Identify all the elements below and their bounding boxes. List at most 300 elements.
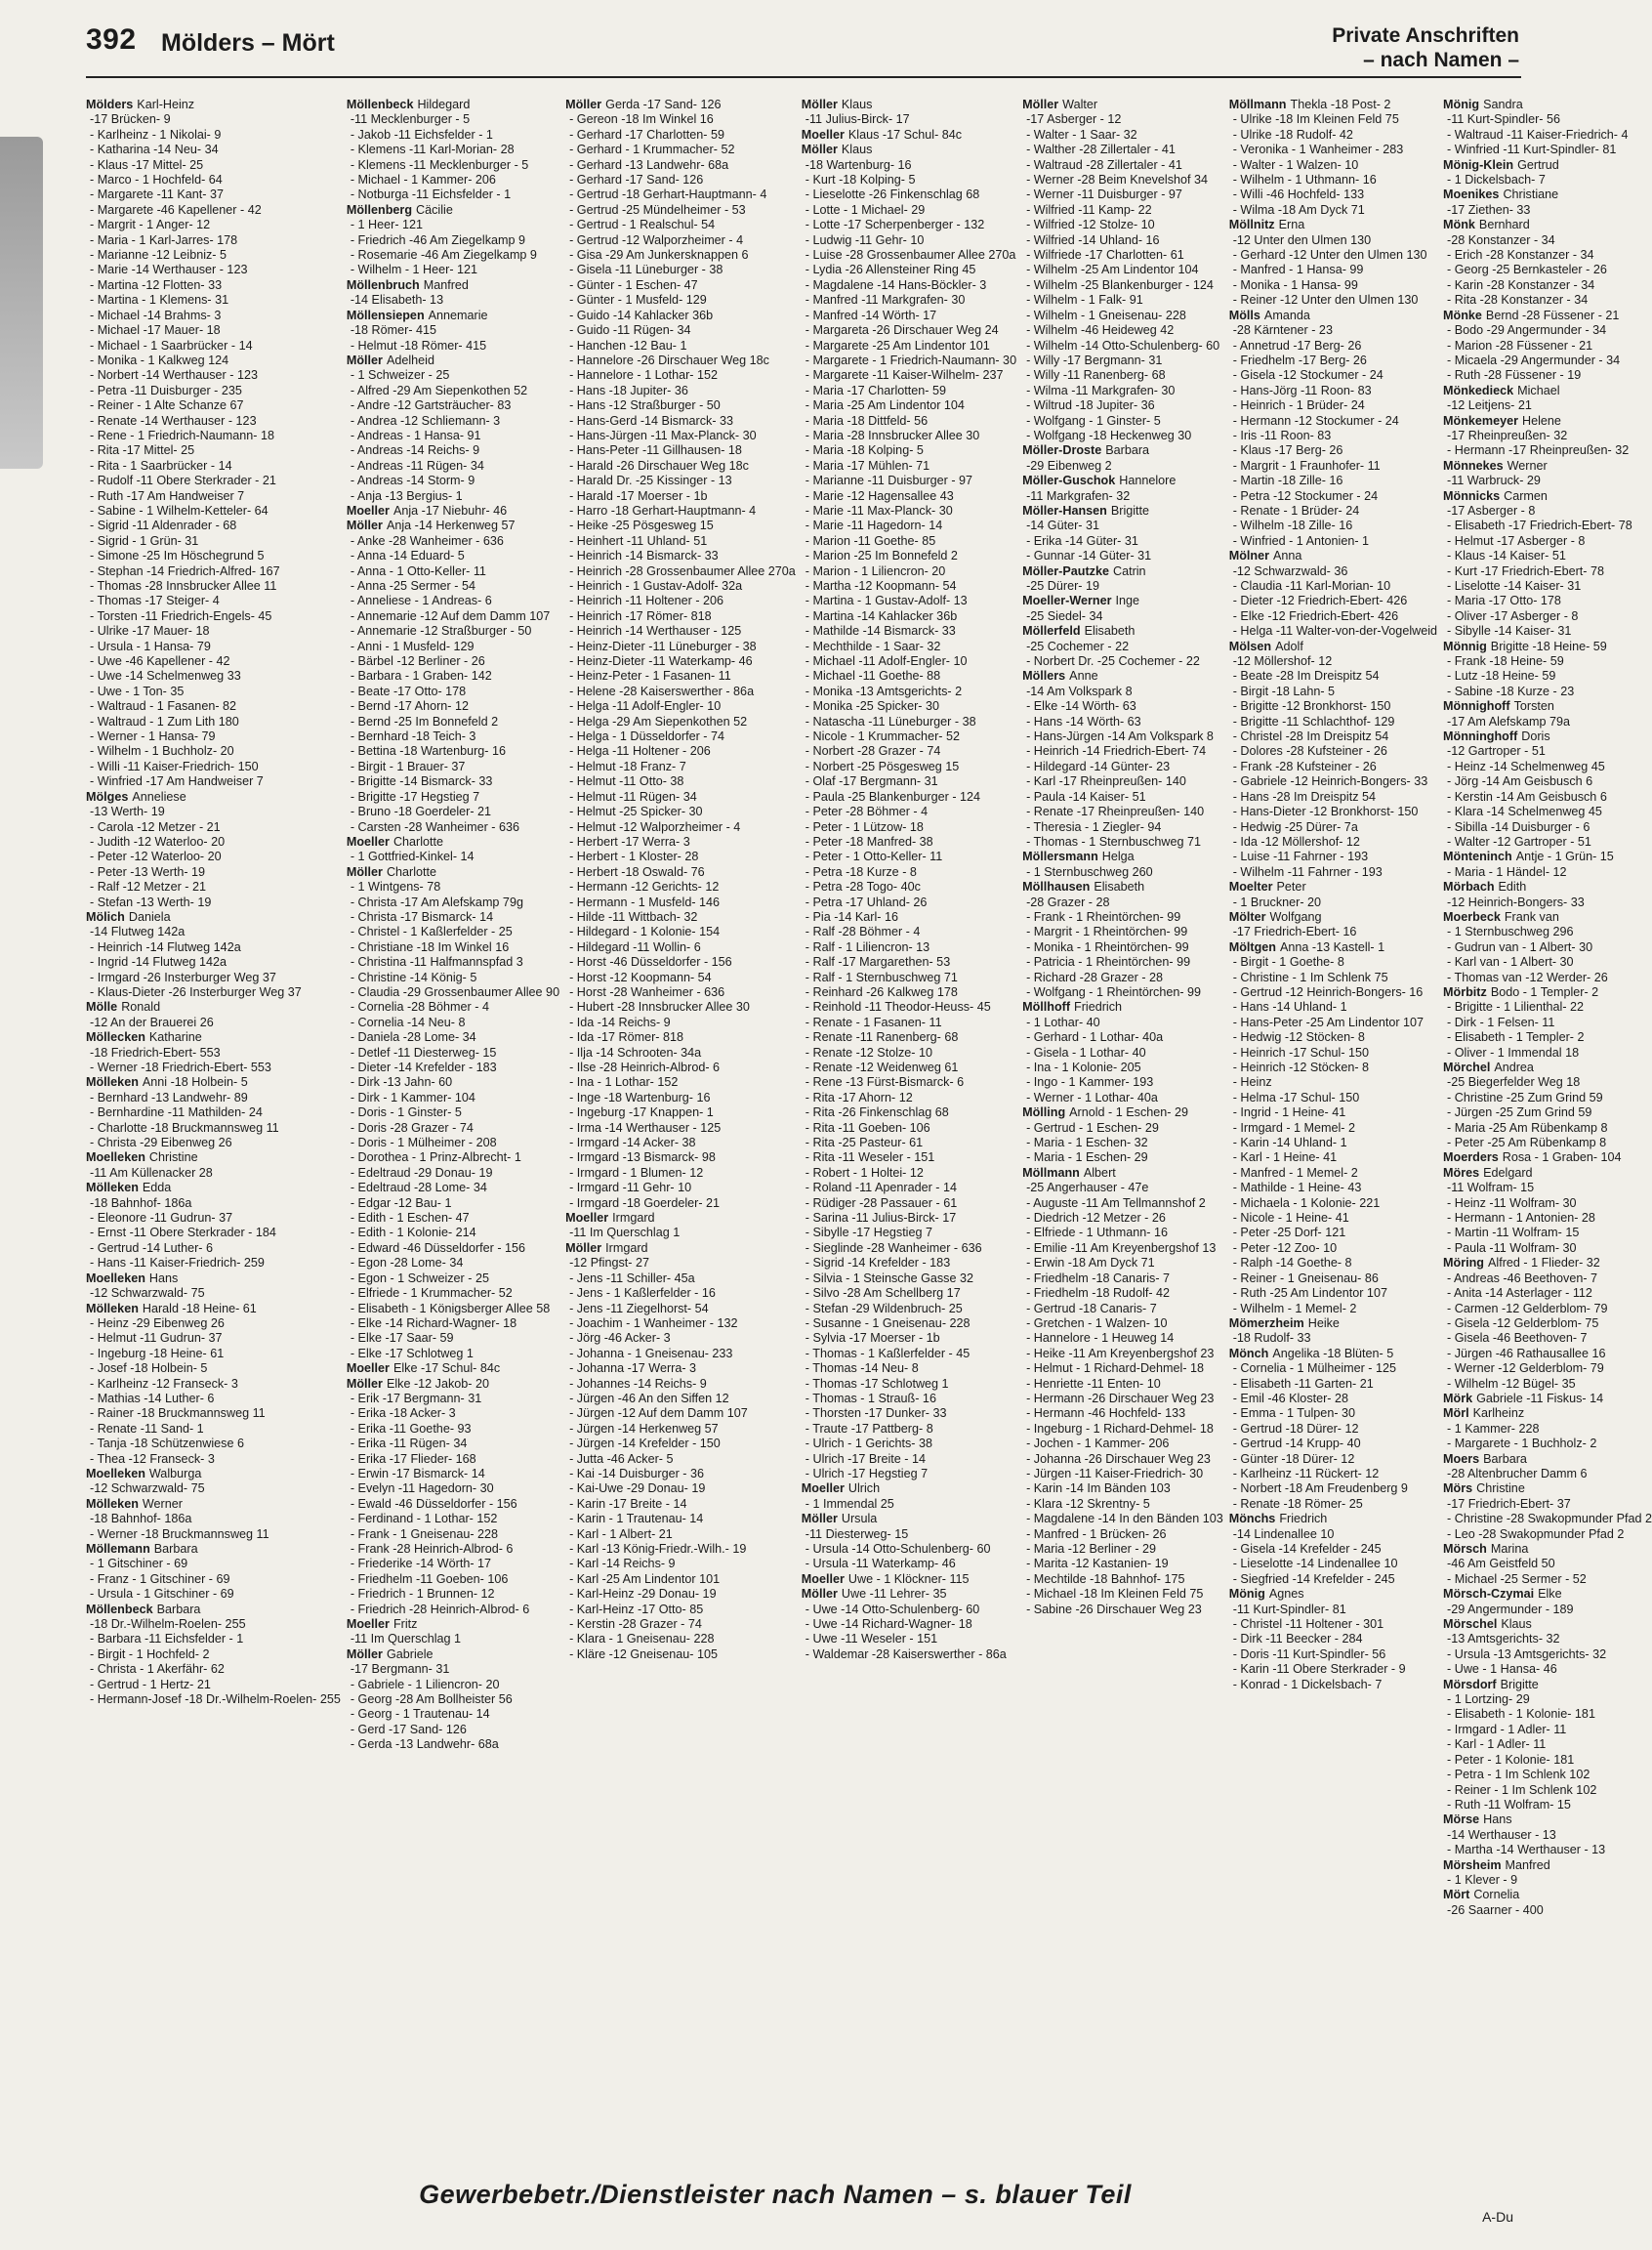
entry-detail-line: - Winfried -11 Kurt-Spindler- 81 [1447, 143, 1617, 157]
entry-detail-line: - Maria - 1 Händel- 12 [1447, 864, 1567, 879]
entry-detail-line: - Renate -18 Römer- 25 [1232, 1496, 1363, 1511]
entry-detail-line: - Kai -14 Duisburger - 36 [569, 1466, 704, 1480]
directory-entry [1229, 910, 1437, 940]
directory-entry [1443, 1452, 1652, 1482]
entry-surname: Mölter [1228, 909, 1266, 924]
entry-detail-line: -18 Dr.-Wilhelm-Roelen- 255 [90, 1617, 246, 1632]
entry-detail-line: - Erika -11 Rügen- 34 [350, 1437, 468, 1451]
entry-detail-line: - Gertrud -14 Luther- 6 [90, 1240, 213, 1255]
entry-detail-line: - Stefan -29 Wildenbruch- 25 [805, 1301, 963, 1315]
entry-detail-line: - Anni - 1 Musfeld- 129 [350, 639, 475, 653]
entry-surname: Mölleken [86, 1301, 139, 1315]
entry-detail-line: - Evelyn -11 Hagedorn- 30 [350, 1481, 494, 1496]
entry-detail-line: - Heike -25 Pösgesweg 15 [569, 519, 714, 533]
entry-detail-line: - Helmut -18 Römer- 415 [350, 338, 487, 353]
entry-detail-line: - Jürgen -25 Zum Grind 59 [1447, 1105, 1592, 1120]
entry-detail-line: - Heinz-Dieter -11 Lüneburger - 38 [569, 639, 757, 653]
entry-detail-line: - Ida -17 Römer- 818 [569, 1030, 683, 1045]
entry-detail-line: -17 Bergmann- 31 [350, 1662, 450, 1677]
entry-detail-line: - Walther -28 Zillertaler - 41 [1026, 143, 1176, 157]
entry-given-name: Karl-Heinz [137, 98, 195, 111]
entry-detail-line: - Brigitte -17 Hegstieg 7 [350, 789, 480, 804]
entry-surname: Möltgen [1228, 939, 1277, 954]
entry-detail-line: - 1 Lothar- 40 [1026, 1015, 1100, 1029]
entry-detail-line: - Günter -18 Dürer- 12 [1232, 1451, 1355, 1466]
entry-given-name: Katharine [148, 1030, 202, 1045]
directory-entry [347, 278, 559, 309]
entry-detail-line: - Rene - 1 Friedrich-Naumann- 18 [90, 428, 274, 442]
entry-given-name: Anja -14 Herkenweg 57 [386, 519, 516, 533]
entry-given-name: Klaus [841, 98, 873, 111]
entry-detail-line: - Werner -12 Gelderblom- 79 [1447, 1361, 1604, 1376]
entry-detail-line: - Irmgard -26 Insterburger Weg 37 [90, 970, 276, 984]
entry-detail-line: - Heinz-Dieter -11 Waterkamp- 46 [569, 654, 753, 669]
entry-detail-line: - Hermann - 1 Musfeld- 146 [569, 895, 721, 909]
entry-given-name: Cornelia [1473, 1888, 1520, 1902]
entry-detail-line: - Kerstin -28 Grazer - 74 [569, 1617, 702, 1632]
entry-given-name: Walter [1062, 98, 1098, 111]
entry-detail-line: - Maria -25 Am Rübenkamp 8 [1447, 1120, 1608, 1135]
entry-detail-line: - Traute -17 Pattberg- 8 [805, 1421, 933, 1436]
entry-detail-line: - Heinrich - 1 Brüder- 24 [1232, 398, 1365, 413]
entry-detail-line: - Werner -11 Duisburger - 97 [1026, 188, 1182, 202]
directory-entry [1443, 384, 1652, 414]
entry-surname: Möring [1443, 1256, 1485, 1271]
entry-detail-line: - Helga -11 Holtener - 206 [569, 744, 711, 759]
entry-given-name: Angelika -18 Blüten- 5 [1272, 1346, 1394, 1360]
entry-detail-line: - Jochen - 1 Kammer- 206 [1026, 1437, 1170, 1451]
entry-given-name: Anna -13 Kastell- 1 [1280, 939, 1385, 954]
entry-detail-line: -11 Kurt-Spindler- 56 [1447, 112, 1560, 127]
entry-detail-line: - Frank -18 Heine- 59 [1447, 654, 1564, 669]
entry-given-name: Brigitte [1500, 1677, 1539, 1691]
entry-detail-line: - Rita -11 Goeben- 106 [805, 1120, 930, 1135]
entry-detail-line: - 1 Bruckner- 20 [1232, 895, 1322, 909]
entry-detail-line: - Maria - 1 Eschen- 29 [1026, 1150, 1148, 1165]
entry-detail-line: - Dorothea - 1 Prinz-Albrecht- 1 [350, 1150, 521, 1165]
entry-detail-line: - Karin -11 Obere Sterkrader - 9 [1232, 1662, 1406, 1677]
entry-surname: Moeller [346, 503, 390, 518]
entry-detail-line: - Ludwig -11 Gehr- 10 [805, 232, 925, 247]
entry-detail-line: - Nicole - 1 Krummacher- 52 [805, 729, 960, 744]
entry-detail-line: - Friedrich - 1 Brunnen- 12 [350, 1587, 495, 1602]
entry-given-name: Elke -12 Jakob- 20 [386, 1376, 489, 1391]
entry-given-name: Barbara [1483, 1451, 1527, 1466]
entry-detail-line: - Hannelore - 1 Heuweg 14 [1026, 1331, 1175, 1346]
entry-detail-line: - Doris - 1 Mülheimer - 208 [350, 1136, 497, 1150]
entry-detail-line: - Marie -14 Werthauser - 123 [90, 263, 248, 277]
entry-given-name: Barbara [156, 1602, 201, 1616]
entry-detail-line: - Irmgard - 1 Adler- 11 [1447, 1722, 1567, 1736]
entry-detail-line: - Willy -17 Bergmann- 31 [1026, 353, 1163, 367]
entry-given-name: Edelgard [1483, 1165, 1533, 1180]
entry-detail-line: - Ralph -14 Goethe- 8 [1232, 1256, 1352, 1271]
entry-detail-line: - Mathias -14 Luther- 6 [90, 1391, 215, 1405]
entry-detail-line: - Natascha -11 Lüneburger - 38 [805, 714, 976, 729]
entry-detail-line: - Wilma -18 Am Dyck 71 [1232, 202, 1365, 217]
entry-given-name: Frank van [1504, 909, 1559, 924]
entry-detail-line: - Klaus -17 Berg- 26 [1232, 443, 1343, 458]
directory-entry [86, 1302, 341, 1467]
entry-detail-line: - Peter -13 Werth- 19 [90, 864, 206, 879]
directory-entry [86, 1000, 341, 1030]
entry-detail-line: - Helmut -25 Spicker- 30 [569, 805, 703, 819]
entry-detail-line: - Norbert Dr. -25 Cochemer - 22 [1026, 654, 1200, 669]
entry-detail-line: - Barbara -11 Eichsfelder - 1 [90, 1632, 244, 1646]
entry-detail-line: - Christine -28 Swakopmunder Pfad 2 [1447, 1512, 1652, 1526]
entry-detail-line: - Heinrich -14 Friedrich-Ebert- 74 [1026, 744, 1207, 759]
entry-detail-line: - Friedhelm -18 Rudolf- 42 [1026, 1286, 1171, 1301]
directory-entry [1022, 98, 1223, 443]
entry-given-name: Klaus [841, 143, 873, 157]
entry-detail-line: - Peter - 1 Kolonie- 181 [1447, 1752, 1575, 1767]
entry-detail-line: - Hedwig -25 Dürer- 7a [1232, 819, 1358, 834]
entry-detail-line: - Ulrich -17 Hegstieg 7 [805, 1466, 929, 1480]
entry-surname: Möller [565, 1240, 602, 1255]
entry-given-name: Walburga [148, 1466, 202, 1480]
entry-detail-line: - Michael -25 Sermer - 52 [1447, 1571, 1587, 1586]
directory-entry [1229, 1512, 1437, 1587]
entry-surname: Moeller [346, 834, 390, 849]
entry-detail-line: - Edeltraud -28 Lome- 34 [350, 1181, 487, 1195]
entry-detail-line: - Eleonore -11 Gudrun- 37 [90, 1211, 233, 1226]
entry-detail-line: - Anna -25 Sermer - 54 [350, 579, 475, 593]
entry-surname: Möller-Guschok [1022, 474, 1116, 488]
entry-detail-line: - Margarete -46 Kapellener - 42 [90, 202, 262, 217]
directory-entry [1443, 1392, 1652, 1406]
entry-given-name: Ulrich [847, 1481, 881, 1496]
directory-entry [1443, 489, 1652, 640]
directory-column [802, 98, 1016, 1918]
entry-detail-line: - Heinrich -17 Schul- 150 [1232, 1045, 1370, 1060]
entry-detail-line: - Stefan -13 Werth- 19 [90, 895, 212, 909]
entry-detail-line: - Ursula - 1 Gitschiner - 69 [90, 1587, 234, 1602]
entry-detail-line: - Richard -28 Grazer - 28 [1026, 970, 1164, 984]
entry-detail-line: - Hans-Gerd -14 Bismarck- 33 [569, 413, 734, 428]
entry-detail-line: - Elfriede - 1 Uthmann- 16 [1026, 1226, 1168, 1240]
entry-detail-line: - Hans-Jürgen -14 Am Volkspark 8 [1026, 729, 1214, 744]
entry-detail-line: - Ursula -14 Otto-Schulenberg- 60 [805, 1542, 991, 1556]
entry-detail-line: - Harald -26 Dirschauer Weg 18c [569, 458, 749, 473]
entry-detail-line: - Claudia -29 Grossenbaumer Allee 90 [350, 984, 560, 999]
entry-detail-line: - Mathilde - 1 Heine- 43 [1232, 1181, 1362, 1195]
entry-detail-line: - Maria - 1 Eschen- 32 [1026, 1136, 1148, 1150]
entry-given-name: Helga [1101, 850, 1135, 864]
entry-detail-line: - Hermann-Josef -18 Dr.-Wilhelm-Roelen- 255 [90, 1692, 341, 1707]
entry-detail-line: - Elisabeth -11 Garten- 21 [1232, 1376, 1374, 1391]
entry-detail-line: -12 Unter den Ulmen 130 [1232, 232, 1372, 247]
entry-surname: Möllenbruch [346, 277, 420, 292]
entry-detail-line: - Hermann -12 Gerichts- 12 [569, 880, 720, 895]
entry-detail-line: - Walter - 1 Walzen- 10 [1232, 157, 1359, 172]
entry-detail-line: - Wiltrud -18 Jupiter- 36 [1026, 398, 1155, 413]
entry-surname: Moelleken [86, 1150, 145, 1165]
entry-given-name: Alfred - 1 Flieder- 32 [1488, 1256, 1600, 1271]
entry-detail-line: - Torsten -11 Friedrich-Engels- 45 [90, 608, 272, 623]
entry-surname: Mönkedieck [1443, 383, 1514, 397]
entry-detail-line: - Werner - 1 Hansa- 79 [90, 729, 216, 744]
entry-given-name: Hildegard [417, 98, 471, 111]
entry-given-name: Friedrich [1074, 1000, 1123, 1015]
entry-detail-line: - Gerhard -17 Sand- 126 [569, 173, 704, 188]
entry-detail-line: - Monika - 1 Hansa- 99 [1232, 277, 1358, 292]
entry-detail-line: - Lotte - 1 Michael- 29 [805, 202, 926, 217]
entry-given-name: Michael [1517, 383, 1560, 397]
entry-detail-line: - Susanne - 1 Gneisenau- 228 [805, 1315, 971, 1330]
entry-detail-line: - Heinrich -17 Römer- 818 [569, 608, 712, 623]
entry-detail-line: - Frank -28 Heinrich-Albrod- 6 [350, 1542, 514, 1556]
entry-detail-line: - Karl van - 1 Albert- 30 [1447, 955, 1574, 970]
directory-columns [86, 98, 1652, 1918]
entry-detail-line: - Franz - 1 Gitschiner - 69 [90, 1571, 230, 1586]
entry-detail-line: - Karin -17 Breite - 14 [569, 1496, 687, 1511]
entry-surname: Mölner [1228, 549, 1270, 563]
entry-detail-line: - Renate - 1 Fasanen- 11 [805, 1015, 942, 1029]
directory-entry [802, 1512, 1016, 1572]
entry-detail-line: - Anita -14 Asterlager - 112 [1447, 1286, 1592, 1301]
entry-detail-line: -17 Asberger - 8 [1447, 503, 1536, 518]
entry-given-name: Irmgard [605, 1240, 648, 1255]
entry-detail-line: - Michaela - 1 Kolonie- 221 [1232, 1195, 1381, 1210]
entry-detail-line: - Dirk -13 Jahn- 60 [350, 1075, 453, 1090]
entry-given-name: Edda [142, 1181, 172, 1195]
entry-given-name: Werner [1507, 458, 1548, 473]
entry-surname: Mölges [86, 789, 129, 804]
entry-detail-line: - Reiner - 1 Gneisenau- 86 [1232, 1271, 1379, 1285]
entry-detail-line: - 1 Kammer- 228 [1447, 1421, 1540, 1436]
entry-detail-line: - Margrit - 1 Anger- 12 [90, 218, 211, 232]
entry-detail-line: - Andreas - 1 Hansa- 91 [350, 428, 481, 442]
entry-detail-line: - Werner -28 Beim Knevelshof 34 [1026, 173, 1209, 188]
entry-given-name: Andrea [1494, 1061, 1534, 1074]
entry-detail-line: - Friedhelm -17 Berg- 26 [1232, 353, 1367, 367]
entry-surname: Mörsch-Czymai [1443, 1587, 1535, 1602]
entry-surname: Mölleken [86, 1075, 139, 1090]
entry-detail-line: -28 Altenbrucher Damm 6 [1447, 1466, 1588, 1480]
entry-given-name: Werner [142, 1496, 183, 1511]
entry-detail-line: - 1 Klever - 9 [1447, 1872, 1518, 1887]
entry-detail-line: - Ewald -46 Düsseldorfer - 156 [350, 1496, 517, 1511]
entry-detail-line: - Ruth -25 Am Lindentor 107 [1232, 1286, 1387, 1301]
entry-given-name: Karlheinz [1472, 1406, 1525, 1421]
entry-detail-line: - Hans-Peter -11 Gillhausen- 18 [569, 443, 742, 458]
entry-detail-line: -25 Cochemer - 22 [1026, 639, 1130, 653]
entry-surname: Moelleken [86, 1466, 145, 1480]
entry-surname: Mört [1443, 1888, 1470, 1902]
entry-detail-line: - Johanna -17 Werra- 3 [569, 1361, 697, 1376]
entry-detail-line: - Maria -17 Charlotten- 59 [805, 383, 946, 397]
entry-detail-line: - Ilse -28 Heinrich-Albrod- 6 [569, 1061, 721, 1074]
entry-detail-line: - Daniela -28 Lome- 34 [350, 1030, 476, 1045]
entry-detail-line: - Heinrich -14 Werthauser - 125 [569, 624, 742, 639]
entry-detail-line: - Petra -17 Uhland- 26 [805, 895, 928, 909]
directory-entry [1443, 1061, 1652, 1150]
entry-detail-line: - Gertrud -12 Walporzheimer - 4 [569, 232, 744, 247]
entry-detail-line: - Tanja -18 Schützenwiese 6 [90, 1437, 244, 1451]
directory-entry [1022, 1166, 1223, 1617]
entry-detail-line: - Marianne -12 Leibniz- 5 [90, 248, 227, 263]
entry-given-name: Friedrich [1279, 1512, 1328, 1526]
entry-given-name: Torsten [1513, 699, 1554, 714]
entry-given-name: Charlotte [386, 864, 437, 879]
directory-entry [86, 1497, 341, 1542]
entry-detail-line: - Jürgen -11 Kaiser-Friedrich- 30 [1026, 1466, 1204, 1480]
entry-surname: Mörl [1443, 1406, 1469, 1421]
entry-detail-line: - Ulrich - 1 Gerichts- 38 [805, 1437, 932, 1451]
entry-surname: Möller [801, 1587, 838, 1602]
entry-detail-line: - Thomas - 1 Sternbuschweg 71 [1026, 834, 1202, 849]
entry-surname: Möllmann [1228, 98, 1287, 111]
directory-entry [347, 1377, 559, 1618]
entry-detail-line: - Bodo -29 Angermunder - 34 [1447, 323, 1607, 338]
entry-detail-line: - Werner - 1 Lothar- 40a [1026, 1090, 1158, 1104]
entry-detail-line: - Heinz [1232, 1075, 1272, 1090]
entry-detail-line: - Anna -14 Eduard- 5 [350, 549, 465, 563]
entry-detail-line: - Rita -26 Finkenschlag 68 [805, 1105, 949, 1120]
entry-detail-line: - Christel -28 Im Dreispitz 54 [1232, 729, 1389, 744]
entry-detail-line: - Christa -29 Eibenweg 26 [90, 1136, 232, 1150]
directory-entry [1443, 1256, 1652, 1392]
entry-detail-line: - Kläre -12 Gneisenau- 105 [569, 1646, 718, 1661]
entry-detail-line: - Willi -46 Hochfeld- 133 [1232, 188, 1365, 202]
entry-detail-line: - Karlheinz - 1 Nikolai- 9 [90, 127, 222, 142]
entry-detail-line: - Hanchen -12 Bau- 1 [569, 338, 687, 353]
entry-detail-line: - Ralf - 1 Sternbuschweg 71 [805, 970, 958, 984]
entry-detail-line: - Dieter -12 Friedrich-Ebert- 426 [1232, 594, 1408, 608]
entry-detail-line: - Peter -25 Am Rübenkamp 8 [1447, 1136, 1607, 1150]
entry-detail-line: -14 Flutweg 142a [90, 925, 186, 939]
entry-detail-line: - Lieselotte -26 Finkenschlag 68 [805, 188, 980, 202]
page-range: Mölders – Mört [161, 29, 335, 57]
entry-detail-line: - Heinrich -12 Stöcken- 8 [1232, 1061, 1370, 1074]
entry-given-name: Elke -17 Schul- 84c [392, 1361, 501, 1376]
directory-column [347, 98, 559, 1918]
entry-surname: Moeller [346, 1617, 390, 1632]
directory-entry [802, 98, 1016, 128]
entry-given-name: Doris [1521, 729, 1550, 744]
entry-detail-line: - Veronika - 1 Wanheimer - 283 [1232, 143, 1404, 157]
entry-detail-line: - Edeltraud -29 Donau- 19 [350, 1165, 493, 1180]
directory-entry [1022, 669, 1223, 850]
entry-detail-line: - Ralf -28 Böhmer - 4 [805, 925, 921, 939]
entry-detail-line: - Mechthilde - 1 Saar- 32 [805, 639, 941, 653]
entry-detail-line: - Cornelia -28 Böhmer - 4 [350, 1000, 489, 1015]
entry-detail-line: - Martina -12 Flotten- 33 [90, 277, 223, 292]
entry-detail-line: - Erika -11 Goethe- 93 [350, 1421, 472, 1436]
entry-detail-line: - Reiner - 1 Im Schlenk 102 [1447, 1782, 1597, 1797]
entry-detail-line: -12 Möllershof- 12 [1232, 654, 1333, 669]
entry-detail-line: - Gertrud -14 Krupp- 40 [1232, 1437, 1361, 1451]
entry-surname: Mönnekes [1443, 458, 1504, 473]
entry-detail-line: - Rainer -18 Bruckmannsweg 11 [90, 1406, 266, 1421]
entry-detail-line: - Willy -11 Ranenberg- 68 [1026, 368, 1166, 383]
entry-detail-line: - Kurt -18 Kolping- 5 [805, 173, 916, 188]
entry-detail-line: - Karin -28 Konstanzer - 34 [1447, 277, 1595, 292]
entry-detail-line: - Anja -13 Bergius- 1 [350, 488, 463, 503]
entry-detail-line: - Norbert -25 Pösgesweg 15 [805, 759, 960, 773]
entry-detail-line: - Gertrud -18 Dürer- 12 [1232, 1421, 1359, 1436]
entry-detail-line: - 1 Gottfried-Kinkel- 14 [350, 850, 475, 864]
entry-detail-line: - Helma -17 Schul- 150 [1232, 1090, 1360, 1104]
section-title [1332, 23, 1519, 72]
footer-code: A-Du [1482, 2209, 1513, 2225]
entry-detail-line: - Gertrud -12 Heinrich-Bongers- 16 [1232, 984, 1424, 999]
entry-detail-line: - Wilhelm -18 Zille- 16 [1232, 519, 1353, 533]
entry-detail-line: - Peter - 1 Otto-Keller- 11 [805, 850, 943, 864]
entry-surname: Mörsheim [1443, 1857, 1502, 1872]
entry-given-name: Gerda -17 Sand- 126 [605, 98, 722, 111]
entry-detail-line: - Uwe -14 Schelmenweg 33 [90, 669, 241, 684]
entry-detail-line: - Rita -28 Konstanzer - 34 [1447, 293, 1589, 308]
entry-surname: Mörsch [1443, 1542, 1487, 1556]
entry-detail-line: - Monika -25 Spicker- 30 [805, 699, 939, 714]
thumb-index-tab [0, 137, 43, 469]
entry-surname: Mönninghoff [1443, 729, 1518, 744]
entry-detail-line: - Jörg -46 Acker- 3 [569, 1331, 671, 1346]
entry-detail-line: - Renate -11 Sand- 1 [90, 1421, 204, 1436]
entry-detail-line: - Beate -17 Otto- 178 [350, 684, 467, 698]
entry-given-name: Uwe -11 Lehrer- 35 [841, 1587, 947, 1602]
entry-detail-line: - Marie -11 Hagedorn- 14 [805, 519, 943, 533]
entry-detail-line: - Jutta -46 Acker- 5 [569, 1451, 674, 1466]
entry-detail-line: - Reinhard -26 Kalkweg 178 [805, 984, 958, 999]
entry-detail-line: - Manfred - 1 Hansa- 99 [1232, 263, 1364, 277]
entry-detail-line: - Rita -17 Mittel- 25 [90, 443, 195, 458]
entry-detail-line: - Christiane -18 Im Winkel 16 [350, 939, 510, 954]
entry-detail-line: - Guido -11 Rügen- 34 [569, 323, 691, 338]
entry-detail-line: - Heinrich -11 Holtener - 206 [569, 594, 724, 608]
entry-detail-line: -26 Saarner - 400 [1447, 1902, 1544, 1917]
entry-detail-line: - Hans -12 Straßburger - 50 [569, 398, 721, 413]
entry-detail-line: - Reiner - 1 Alte Schanze 67 [90, 398, 244, 413]
entry-surname: Mönkemeyer [1443, 413, 1519, 428]
entry-detail-line: -28 Grazer - 28 [1026, 895, 1110, 909]
entry-detail-line: - Jens -11 Ziegelhorst- 54 [569, 1301, 709, 1315]
entry-detail-line: -46 Am Geistfeld 50 [1447, 1557, 1555, 1571]
entry-detail-line: -17 Am Alefskamp 79a [1447, 714, 1571, 729]
entry-surname: Möller [1022, 98, 1059, 111]
entry-detail-line: - Wilhelm -14 Otto-Schulenberg- 60 [1026, 338, 1220, 353]
entry-given-name: Harald -18 Heine- 61 [142, 1301, 257, 1315]
entry-given-name: Hannelore [1119, 474, 1177, 488]
entry-given-name: Anneliese [132, 789, 186, 804]
entry-detail-line: - Margarete -25 Am Lindentor 101 [805, 338, 990, 353]
entry-surname: Mölling [1022, 1105, 1066, 1120]
entry-detail-line: - Peter -18 Manfred- 38 [805, 834, 933, 849]
entry-detail-line: - Ruth -28 Füssener - 19 [1447, 368, 1582, 383]
entry-detail-line: - Elke -12 Friedrich-Ebert- 426 [1232, 608, 1399, 623]
entry-surname: Möllmann [1022, 1165, 1080, 1180]
entry-given-name: Rosa - 1 Graben- 104 [1502, 1150, 1622, 1165]
entry-detail-line: -12 An der Brauerei 26 [90, 1015, 214, 1029]
entry-detail-line: - Jakob -11 Eichsfelder - 1 [350, 127, 493, 142]
entry-detail-line: - Wilfriede -17 Charlotten- 61 [1026, 248, 1184, 263]
directory-entry [1443, 985, 1652, 1061]
entry-detail-line: - Jens - 1 Kaßlerfelder - 16 [569, 1286, 716, 1301]
entry-detail-line: - Simone -25 Im Höschegrund 5 [90, 549, 265, 563]
entry-detail-line: - Klara -14 Schelmenweg 45 [1447, 805, 1602, 819]
entry-given-name: Albert [1083, 1165, 1116, 1180]
entry-detail-line: - Johanna -26 Dirschauer Weg 23 [1026, 1451, 1211, 1466]
entry-detail-line: - Günter - 1 Eschen- 47 [569, 277, 698, 292]
entry-detail-line: - Ralf -17 Margarethen- 53 [805, 955, 951, 970]
entry-detail-line: - Helmut -17 Asberger - 8 [1447, 533, 1586, 548]
directory-entry [86, 1542, 341, 1603]
entry-detail-line: - Klemens -11 Mecklenburger - 5 [350, 157, 529, 172]
directory-entry [565, 1241, 796, 1662]
directory-column [86, 98, 341, 1918]
entry-detail-line: - Helmut -12 Walporzheimer - 4 [569, 819, 741, 834]
